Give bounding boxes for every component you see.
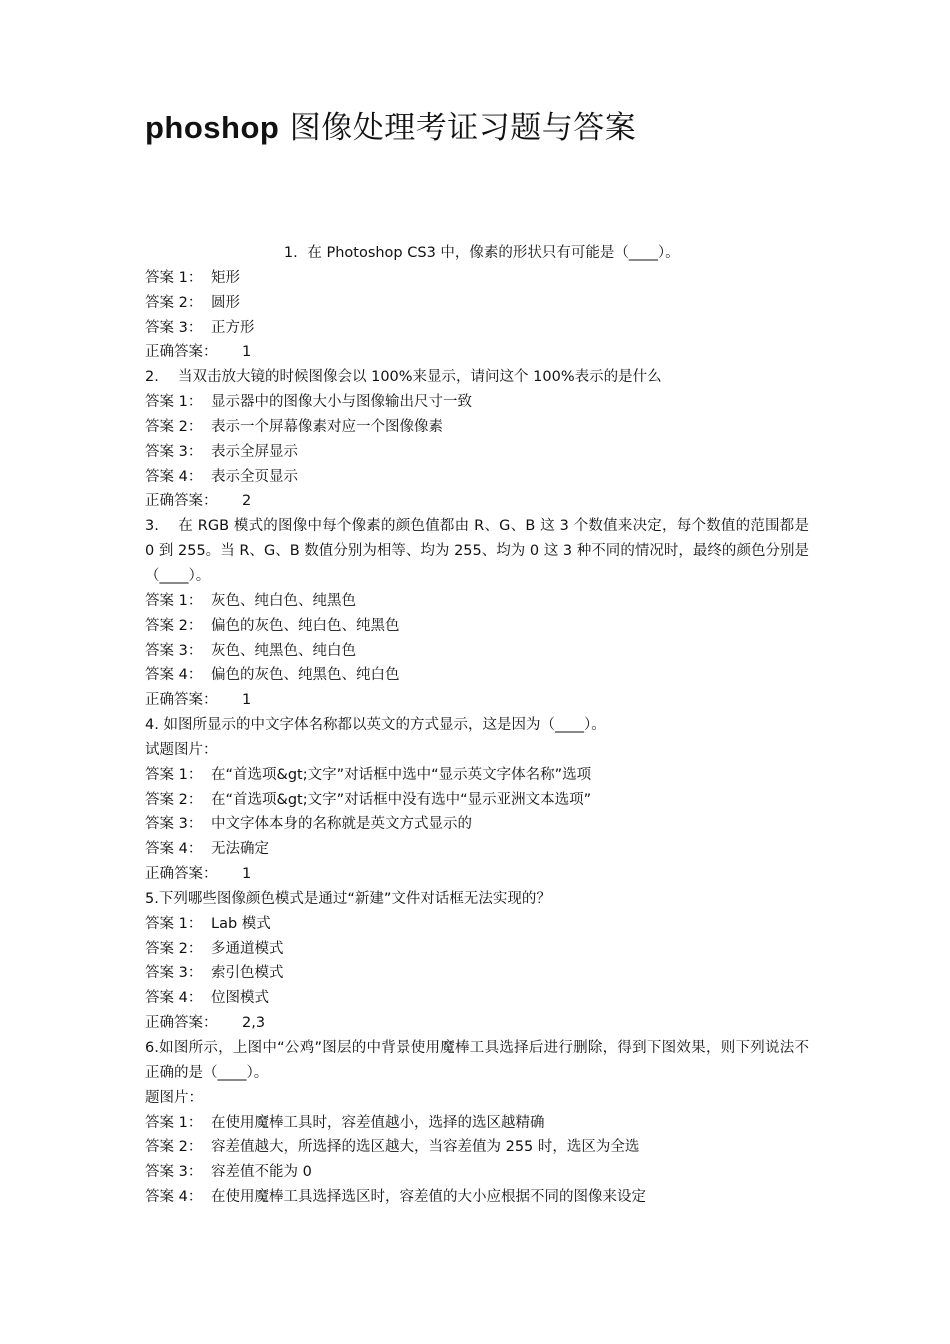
answer-option: 答案 2： 圆形 [145, 294, 240, 311]
answer-option: 答案 3： 中文字体本身的名称就是英文方式显示的 [145, 816, 472, 833]
question-number: 1. [283, 245, 298, 261]
answer-option: 答案 4： 表示全页显示 [145, 468, 298, 485]
answer-option: 答案 4： 在使用魔棒工具选择选区时，容差值的大小应根据不同的图像来设定 [145, 1189, 646, 1206]
question-3 [145, 514, 809, 589]
question-text: 在 Photoshop CS3 中，像素的形状只有可能是（____）。 [307, 245, 680, 261]
answer-option: 答案 4： 无法确定 [145, 841, 269, 858]
question-2 [145, 365, 809, 390]
answer-option: 答案 1： 显示器中的图像大小与图像输出尺寸一致 [145, 394, 472, 411]
question-6: 6.如图所示，上图中“公鸡”图层的中背景使用魔棒工具选择后进行删除，得到下图效果，则下列说法不正确的是（____）。 [145, 1040, 809, 1081]
question-text: 当双击放大镜的时候图像会以 100%来显示，请问这个 100%表示的是什么 [178, 369, 662, 386]
answer-option: 答案 1： Lab 模式 [145, 915, 271, 932]
correct-answer: 正确答案： 1 [145, 344, 252, 361]
correct-answer: 正确答案： 1 [145, 866, 252, 883]
question-list [145, 241, 809, 1210]
question-image-label: 题图片： [145, 1089, 203, 1106]
document-title [145, 106, 636, 150]
answer-option: 答案 3： 表示全屏显示 [145, 443, 298, 460]
answer-option: 答案 2： 表示一个屏幕像素对应一个图像像素 [145, 418, 443, 435]
correct-answer: 正确答案： 1 [145, 692, 252, 709]
answer-option: 答案 1： 在“首选项&gt;文字”对话框中选中“显示英文字体名称”选项 [145, 766, 592, 783]
question-5: 5.下列哪些图像颜色模式是通过“新建”文件对话框无法实现的？ [145, 890, 551, 907]
question-text: 在 RGB 模式的图像中每个像素的颜色值都由 R、G、B 这 3 个数值来决定，每个数值的范围都是 0 到 255。当 R、G、B 数值分别为相等、均为 255、均为 0 这 3 种不同的情况时，最终的颜色分别是 （____）。 [145, 518, 809, 584]
answer-option: 答案 1： 矩形 [145, 269, 240, 286]
title-latin: phoshop [145, 110, 280, 145]
question-4: 4. 如图所显示的中文字体名称都以英文的方式显示，这是因为（____）。 [145, 717, 606, 734]
answer-option: 答案 2： 在“首选项&gt;文字”对话框中没有选中“显示亚洲文本选项” [145, 791, 592, 808]
answer-option: 答案 1： 灰色、纯白色、纯黑色 [145, 592, 356, 609]
answer-option: 答案 2： 偏色的灰色、纯白色、纯黑色 [145, 617, 400, 634]
question-number: 2. [145, 369, 159, 386]
question-1 [145, 241, 809, 266]
question-number: 3. [145, 518, 159, 535]
answer-option: 答案 4： 位图模式 [145, 990, 269, 1007]
answer-option: 答案 2： 容差值越大，所选择的选区越大，当容差值为 255 时，选区为全选 [145, 1139, 640, 1156]
answer-option: 答案 2： 多通道模式 [145, 940, 284, 957]
answer-option: 答案 4： 偏色的灰色、纯黑色、纯白色 [145, 667, 400, 684]
answer-option: 答案 3： 正方形 [145, 319, 255, 336]
answer-option: 答案 3： 索引色模式 [145, 965, 284, 982]
answer-option: 答案 3： 灰色、纯黑色、纯白色 [145, 642, 356, 659]
correct-answer: 正确答案： 2,3 [145, 1015, 266, 1032]
title-cjk: 图像处理考证习题与答案 [279, 110, 637, 146]
question-image-label: 试题图片： [145, 741, 218, 758]
answer-option: 答案 1： 在使用魔棒工具时，容差值越小，选择的选区越精确 [145, 1114, 545, 1131]
answer-option: 答案 3： 容差值不能为 0 [145, 1164, 312, 1181]
correct-answer: 正确答案： 2 [145, 493, 252, 510]
